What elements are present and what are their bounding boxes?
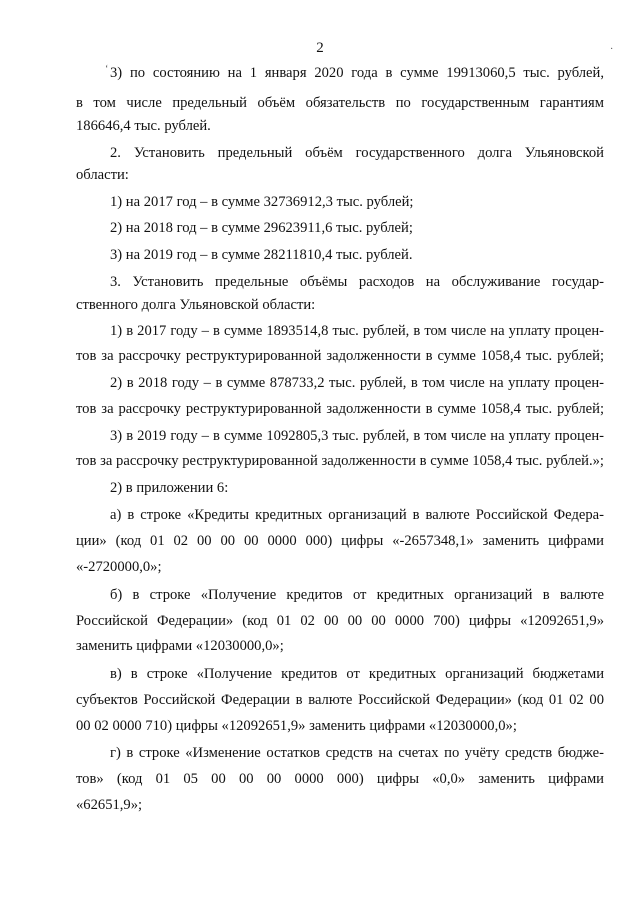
text-line: 3) на 2019 год – в сумме 28211810,4 тыс. рублей.: [110, 247, 413, 263]
scan-mark: ·: [610, 44, 614, 55]
text-line: 1) в 2017 году – в сумме 1893514,8 тыс. рублей, в том числе на уплату процен-: [110, 323, 604, 339]
text-line: тов» (код 01 05 00 00 00 0000 000) цифры «0,0» заменить цифрами: [76, 771, 604, 787]
text-line: 2) в 2018 году – в сумме 878733,2 тыс. рублей, в том числе на уплату процен-: [110, 375, 604, 391]
text-line: 2. Установить предельный объём государственного долга Ульяновской: [110, 145, 604, 161]
text-line: ственного долга Ульяновской области:: [76, 297, 316, 313]
text-line: тов за рассрочку реструктурированной задолженности в сумме 1058,4 тыс. рублей;: [76, 401, 604, 417]
text-line: тов за рассрочку реструктурированной задолженности в сумме 1058,4 тыс. рублей;: [76, 348, 604, 364]
text-line: 2) в приложении 6:: [110, 480, 229, 496]
text-line: 2) на 2018 год – в сумме 29623911,6 тыс. рублей;: [110, 220, 413, 236]
text-line: б) в строке «Получение кредитов от кредитных организаций в валюте: [110, 587, 604, 603]
scan-mark: ʻ: [105, 64, 109, 75]
text-line: «62651,9»;: [76, 797, 143, 813]
text-line: в том числе предельный объём обязательств по государственным гарантиям: [76, 95, 604, 111]
text-line: 1) на 2017 год – в сумме 32736912,3 тыс. рублей;: [110, 194, 414, 210]
text-line: г) в строке «Изменение остатков средств на счетах по учёту средств бюдже-: [110, 745, 604, 761]
text-line: а) в строке «Кредиты кредитных организаций в валюте Российской Федера-: [110, 507, 604, 523]
text-line: заменить цифрами «12030000,0»;: [76, 638, 284, 654]
text-line: 3) в 2019 году – в сумме 1092805,3 тыс. рублей, в том числе на уплату процен-: [110, 428, 604, 444]
text-line: тов за рассрочку реструктурированной задолженности в сумме 1058,4 тыс. рублей.»;: [76, 453, 604, 469]
text-line: области:: [76, 167, 129, 183]
text-line: 186646,4 тыс. рублей.: [76, 118, 211, 134]
text-line: ции» (код 01 02 00 00 00 0000 000) цифры «-2657348,1» заменить цифрами: [76, 533, 604, 549]
text-line: Российской Федерации» (код 01 02 00 00 00 0000 700) цифры «12092651,9»: [76, 613, 604, 629]
text-line: в) в строке «Получение кредитов от кредитных организаций бюджетами: [110, 666, 604, 682]
text-line: 3. Установить предельные объёмы расходов на обслуживание государ-: [110, 274, 604, 290]
text-line: 3) по состоянию на 1 января 2020 года в сумме 19913060,5 тыс. рублей,: [110, 65, 604, 81]
text-line: субъектов Российской Федерации в валюте Российской Федерации» (код 01 02 00: [76, 692, 604, 708]
page-number: 2: [316, 40, 324, 56]
text-line: 00 02 0000 710) цифры «12092651,9» заменить цифрами «12030000,0»;: [76, 718, 517, 734]
text-line: «-2720000,0»;: [76, 559, 162, 575]
